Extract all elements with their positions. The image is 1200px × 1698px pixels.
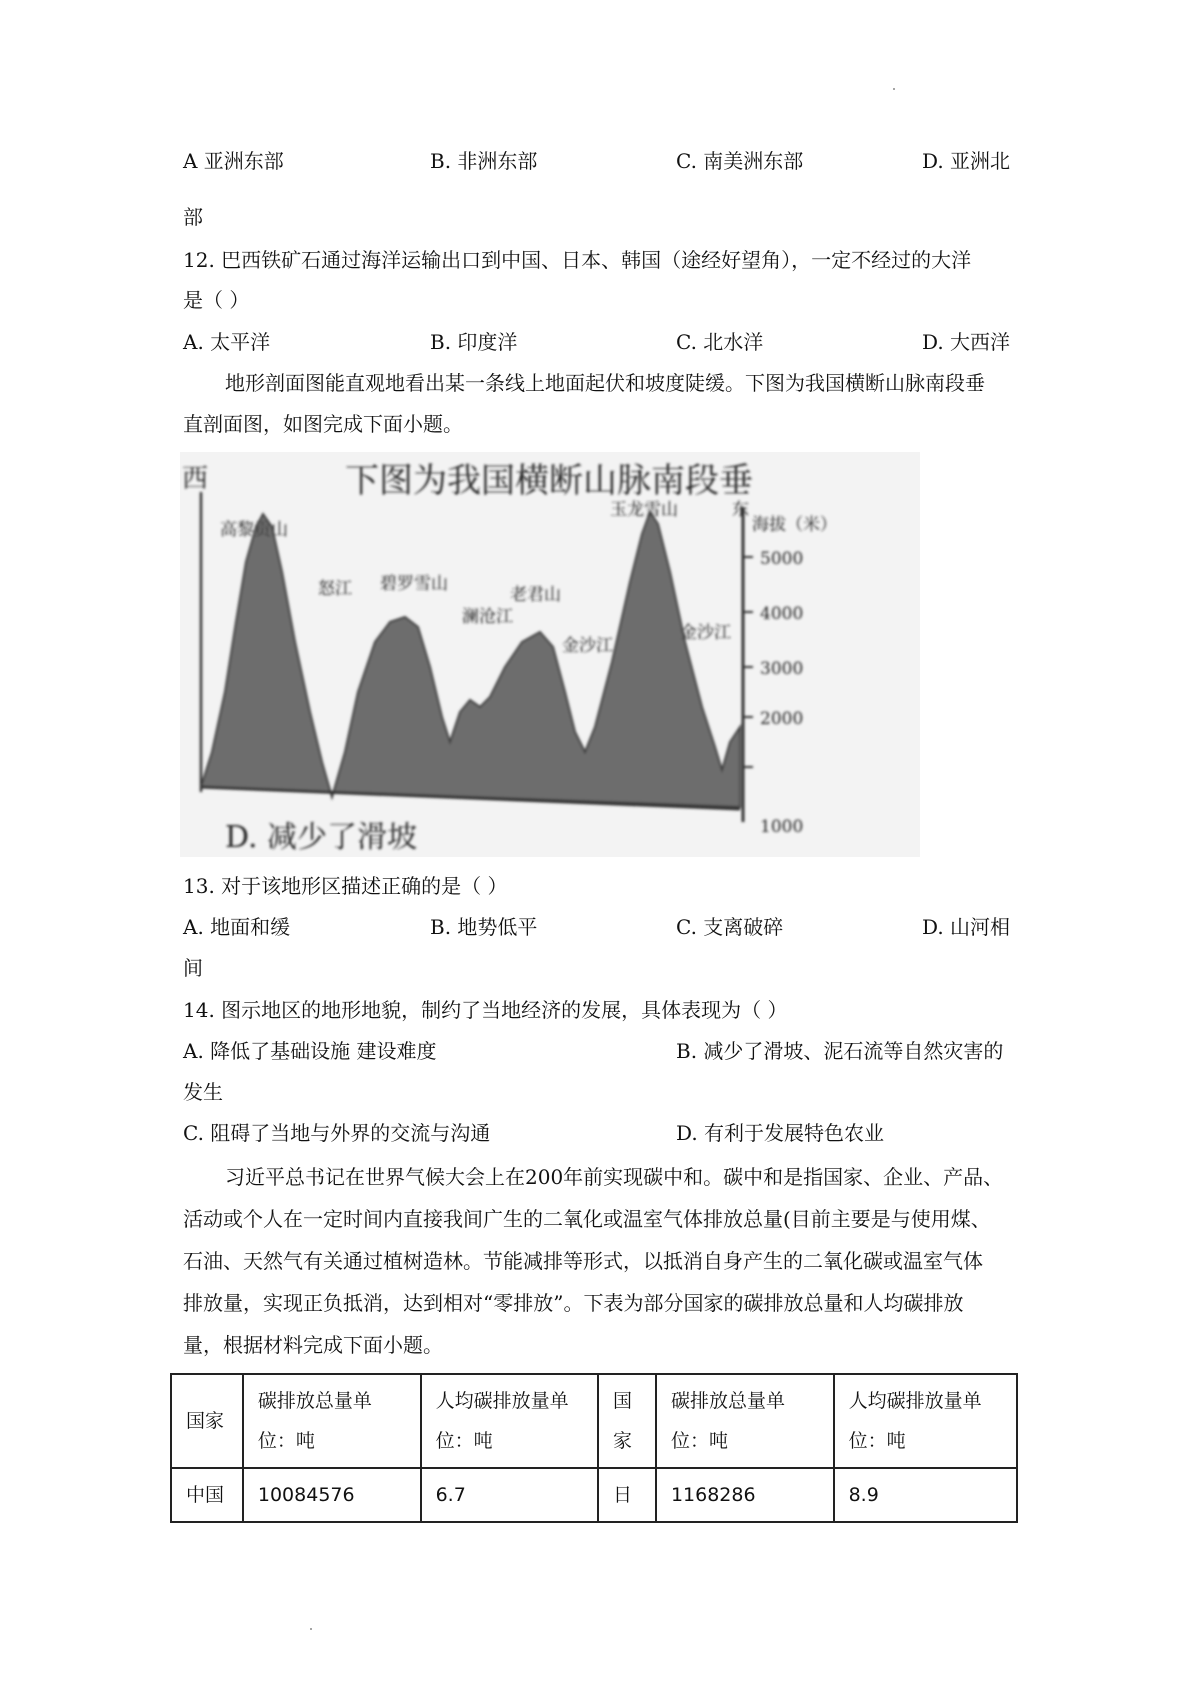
terrain-profile-svg	[180, 452, 920, 857]
passage2-line2: 活动或个人在一定时间内直接我间广生的二氧化或温室气体排放总量(目前主要是与使用煤、	[183, 1207, 991, 1231]
header-text: 碳排放总量单	[257, 1390, 372, 1412]
table-cell-total: 1168286	[656, 1468, 834, 1522]
q12-stem-line1: 12. 巴西铁矿石通过海洋运输出口到中国、日本、韩国（途经好望角），一定不经过的大洋	[183, 248, 972, 272]
q13-option-a: A. 地面和缓	[183, 915, 291, 939]
q11-option-d-wrap: 部	[183, 205, 203, 229]
passage2-line5: 量，根据材料完成下面小题。	[183, 1333, 443, 1357]
scan-speck	[893, 88, 895, 90]
q13-option-b: B. 地势低平	[430, 915, 538, 939]
east-label: 东	[732, 500, 749, 520]
q11-option-c: C. 南美洲东部	[676, 149, 804, 173]
q13-stem: 13. 对于该地形区描述正确的是（ ）	[183, 874, 508, 898]
q12-stem-line2: 是（ ）	[183, 288, 250, 312]
header-text: 人均碳排放量单	[435, 1390, 569, 1412]
table-header-row	[171, 1374, 1017, 1468]
q12-option-c: C. 北水洋	[676, 330, 764, 354]
peak-label: 碧罗雪山	[380, 574, 448, 594]
passage2-line1: 习近平总书记在世界气候大会上在200年前实现碳中和。碳中和是指国家、企业、产品、	[225, 1165, 1004, 1189]
table-header-cell	[243, 1374, 421, 1468]
tick-label: 2000	[760, 709, 804, 729]
header-text: 位：吨	[435, 1430, 493, 1452]
table-row	[171, 1468, 1017, 1522]
tick-label: 4000	[760, 604, 804, 624]
river-label: 澜沧江	[462, 607, 513, 627]
figure-top-caption: 下图为我国横断山脉南段垂	[345, 461, 753, 501]
q13-option-d-wrap: 间	[183, 956, 203, 980]
q13-option-d: D. 山河相	[922, 915, 1011, 939]
peak-label: 高黎贡山	[220, 520, 288, 540]
q12-option-d: D. 大西洋	[922, 330, 1011, 354]
header-text: 位：吨	[670, 1430, 728, 1452]
peak-label: 老君山	[510, 585, 561, 605]
river-label: 金沙江	[680, 623, 731, 643]
header-text: 家	[613, 1430, 633, 1452]
peak-label: 玉龙雪山	[610, 500, 678, 520]
q14-option-d: D. 有利于发展特色农业	[676, 1121, 885, 1145]
scan-speck	[310, 1628, 312, 1630]
header-text: 位：吨	[257, 1430, 315, 1452]
q14-option-b: B. 减少了滑坡、泥石流等自然灾害的	[676, 1039, 1004, 1063]
passage2-line4: 排放量，实现正负抵消，达到相对“零排放”。下表为部分国家的碳排放总量和人均碳排放	[183, 1291, 964, 1315]
q14-option-c: C. 阻碍了当地与外界的交流与沟通	[183, 1121, 491, 1145]
q11-option-b: B. 非洲东部	[430, 149, 538, 173]
table-header-cell	[421, 1374, 598, 1468]
figure-bottom-caption: D. 减少了滑坡	[225, 820, 418, 855]
tick-label: 3000	[760, 659, 804, 679]
header-text: 位：吨	[848, 1430, 906, 1452]
header-text: 国	[613, 1390, 633, 1412]
tick-label: 5000	[760, 549, 804, 569]
terrain-profile-figure	[180, 452, 920, 857]
q13-option-c: C. 支离破碎	[676, 915, 784, 939]
west-label: 西	[182, 464, 209, 494]
axis-title: 海拔（米）	[752, 515, 837, 535]
table-header-cell	[656, 1374, 834, 1468]
carbon-emissions-table	[170, 1373, 1018, 1523]
passage1-line1: 地形剖面图能直观地看出某一条线上地面起伏和坡度陡缓。下图为我国横断山脉南段垂	[225, 371, 985, 395]
river-label: 金沙江	[562, 636, 613, 656]
table-cell-total: 10084576	[243, 1468, 421, 1522]
table-header-cell	[834, 1374, 1017, 1468]
header-text: 碳排放总量单	[670, 1390, 785, 1412]
q14-option-a: A. 降低了基础设施 建设难度	[183, 1039, 437, 1063]
table-cell-per-capita: 6.7	[421, 1468, 598, 1522]
q14-option-b-wrap: 发生	[183, 1080, 223, 1104]
river-label: 怒江	[318, 579, 352, 599]
tick-label: 1000	[760, 817, 804, 837]
table-header-cell	[598, 1374, 656, 1468]
q12-option-a: A. 太平洋	[183, 330, 271, 354]
header-text: 人均碳排放量单	[848, 1390, 982, 1412]
q12-option-b: B. 印度洋	[430, 330, 518, 354]
table-cell-per-capita: 8.9	[834, 1468, 1017, 1522]
passage2-line3: 石油、天然气有关通过植树造林。节能减排等形式，以抵消自身产生的二氧化碳或温室气体	[183, 1249, 983, 1273]
q11-option-d: D. 亚洲北	[922, 149, 1011, 173]
q11-option-a: A 亚洲东部	[183, 149, 284, 173]
passage1-line2: 直剖面图，如图完成下面小题。	[183, 412, 463, 436]
q14-stem: 14. 图示地区的地形地貌，制约了当地经济的发展，具体表现为（ ）	[183, 998, 788, 1022]
table-cell-country: 中国	[171, 1468, 243, 1522]
table-cell-country: 日	[598, 1468, 656, 1522]
table-header-cell: 国家	[171, 1374, 243, 1468]
